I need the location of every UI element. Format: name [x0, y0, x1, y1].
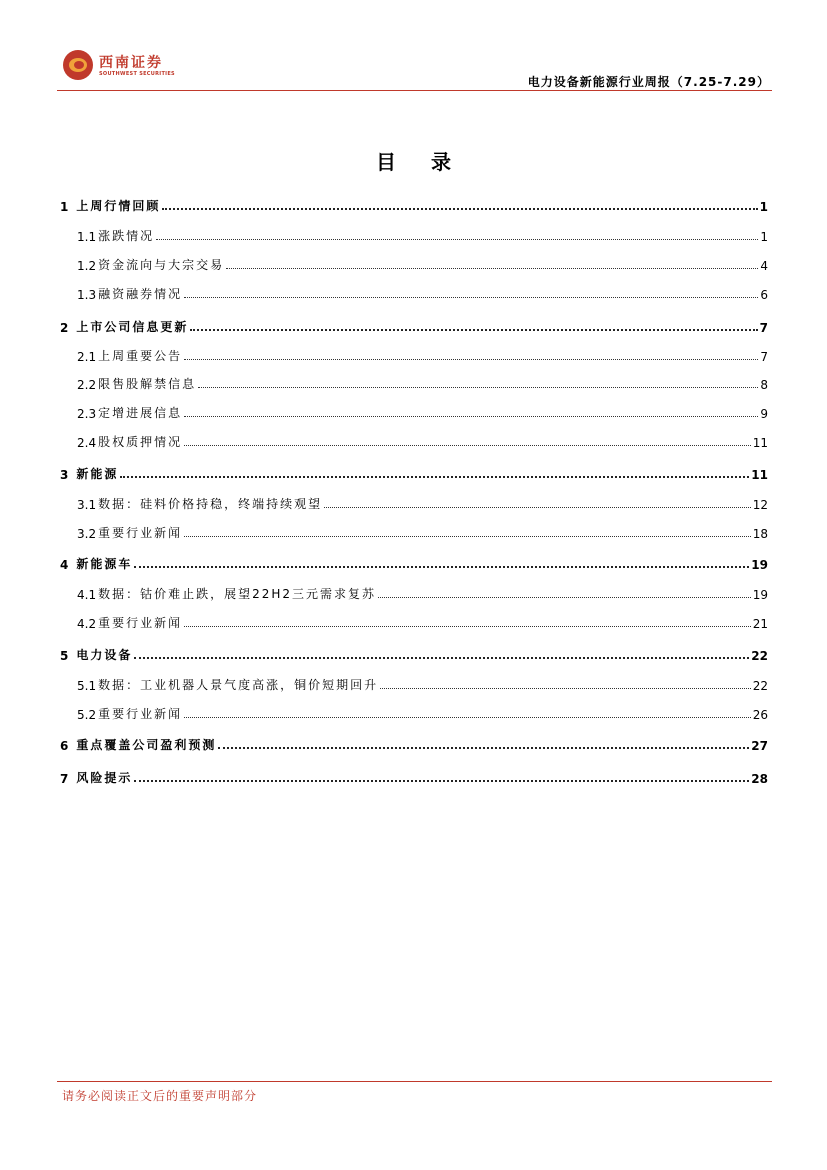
toc-entry-number: 1.1 — [77, 230, 97, 244]
toc-entry-page: 12 — [752, 498, 768, 512]
toc-entry-number: 4 — [60, 558, 69, 572]
toc-entry-number: 2 — [60, 321, 69, 335]
toc-entry-number: 5.1 — [77, 679, 97, 693]
toc-chapter-entry[interactable] — [60, 462, 768, 482]
toc-leader-dots — [226, 268, 758, 269]
toc-leader-dots — [184, 445, 751, 446]
toc-entry-page: 19 — [752, 588, 768, 602]
toc-entry-number: 2.1 — [77, 350, 97, 364]
toc-entry-number: 5 — [60, 649, 69, 663]
toc-leader-dots — [218, 747, 749, 749]
report-title: 电力设备新能源行业周报（7.25-7.29） — [527, 75, 770, 89]
toc-section-entry[interactable] — [60, 702, 768, 722]
toc-chapter-entry[interactable] — [60, 194, 768, 214]
toc-entry-title: 新能源车 — [76, 557, 133, 571]
toc-entry-page: 26 — [752, 708, 768, 722]
toc-leader-dots — [134, 657, 749, 659]
toc-heading: 目 录 — [376, 150, 465, 174]
toc-section-entry[interactable] — [60, 372, 768, 392]
toc-leader-dots — [324, 507, 751, 508]
toc-entry-page: 19 — [751, 558, 768, 572]
toc-entry-title: 限售股解禁信息 — [98, 377, 197, 391]
toc-leader-dots — [380, 688, 751, 689]
toc-entry-number: 7 — [60, 772, 69, 786]
toc-entry-title: 风险提示 — [76, 771, 133, 785]
toc-leader-dots — [162, 208, 757, 210]
toc-section-entry[interactable] — [60, 673, 768, 693]
toc-entry-page: 1 — [759, 200, 768, 214]
toc-leader-dots — [190, 329, 757, 331]
toc-entry-number: 4.1 — [77, 588, 97, 602]
toc-leader-dots — [184, 416, 758, 417]
toc-section-entry[interactable] — [60, 253, 768, 273]
toc-entry-title: 电力设备 — [76, 648, 133, 662]
toc-section-entry[interactable] — [60, 401, 768, 421]
toc-entry-number: 2.3 — [77, 407, 97, 421]
toc-chapter-entry[interactable] — [60, 552, 768, 572]
footer-disclaimer: 请务必阅读正文后的重要声明部分 — [62, 1089, 258, 1103]
toc-entry-title: 重点覆盖公司盈利预测 — [76, 738, 217, 752]
toc-entry-page: 9 — [760, 407, 768, 421]
toc-chapter-entry[interactable] — [60, 643, 768, 663]
toc-entry-page: 11 — [752, 436, 768, 450]
toc-leader-dots — [134, 780, 749, 782]
toc-entry-number: 5.2 — [77, 708, 97, 722]
toc-leader-dots — [184, 297, 758, 298]
toc-entry-number: 4.2 — [77, 617, 97, 631]
toc-entry-number: 3.1 — [77, 498, 97, 512]
toc-leader-dots — [184, 536, 751, 537]
toc-entry-title: 新能源 — [76, 467, 119, 481]
toc-chapter-entry[interactable] — [60, 733, 768, 753]
toc-leader-dots — [184, 359, 758, 360]
toc-section-entry[interactable] — [60, 430, 768, 450]
toc-entry-page: 4 — [760, 259, 768, 273]
logo-emblem-icon — [63, 50, 93, 80]
toc-entry-title: 股权质押情况 — [98, 435, 183, 449]
toc-leader-dots — [184, 717, 751, 718]
toc-leader-dots — [378, 597, 751, 598]
page-header — [0, 0, 827, 100]
toc-entry-page: 7 — [759, 321, 768, 335]
toc-entry-number: 2.2 — [77, 378, 97, 392]
toc-entry-page: 22 — [752, 679, 768, 693]
logo-chinese-name: 西南证券 — [99, 55, 163, 71]
toc-section-entry[interactable] — [60, 492, 768, 512]
logo-english-name: SOUTHWEST SECURITIES — [99, 71, 175, 77]
toc-entry-title: 上市公司信息更新 — [76, 320, 189, 334]
toc-leader-dots — [120, 476, 749, 478]
toc-leader-dots — [134, 566, 749, 568]
footer-divider — [57, 1081, 772, 1082]
toc-section-entry[interactable] — [60, 224, 768, 244]
header-divider — [57, 90, 772, 91]
toc-entry-page: 6 — [760, 288, 768, 302]
toc-section-entry[interactable] — [60, 611, 768, 631]
toc-entry-number: 3 — [60, 468, 69, 482]
toc-entry-page: 11 — [751, 468, 768, 482]
toc-entry-number: 1.2 — [77, 259, 97, 273]
toc-entry-title: 数据：硅料价格持稳，终端持续观望 — [98, 497, 323, 511]
toc-entry-title: 上周行情回顾 — [76, 199, 161, 213]
toc-section-entry[interactable] — [60, 521, 768, 541]
company-logo — [63, 50, 173, 86]
toc-chapter-entry[interactable] — [60, 315, 768, 335]
toc-entry-title: 融资融券情况 — [98, 287, 183, 301]
toc-entry-page: 1 — [760, 230, 768, 244]
toc-leader-dots — [198, 387, 758, 388]
toc-entry-page: 21 — [752, 617, 768, 631]
toc-section-entry[interactable] — [60, 582, 768, 602]
toc-entry-title: 资金流向与大宗交易 — [98, 258, 225, 272]
toc-entry-page: 28 — [751, 772, 768, 786]
toc-entry-number: 1 — [60, 200, 69, 214]
toc-chapter-entry[interactable] — [60, 766, 768, 786]
toc-entry-title: 涨跌情况 — [98, 229, 155, 243]
toc-entry-number: 2.4 — [77, 436, 97, 450]
toc-entry-title: 数据：钴价难止跌，展望22H2三元需求复苏 — [98, 587, 377, 601]
toc-entry-title: 数据：工业机器人景气度高涨，铜价短期回升 — [98, 678, 379, 692]
toc-entry-title: 定增进展信息 — [98, 406, 183, 420]
toc-leader-dots — [184, 626, 751, 627]
toc-entry-number: 6 — [60, 739, 69, 753]
toc-entry-title: 重要行业新闻 — [98, 526, 183, 540]
toc-leader-dots — [156, 239, 758, 240]
toc-entry-number: 1.3 — [77, 288, 97, 302]
toc-entry-page: 27 — [751, 739, 768, 753]
toc-entry-title: 重要行业新闻 — [98, 616, 183, 630]
toc-entry-page: 8 — [760, 378, 768, 392]
toc-entry-page: 7 — [760, 350, 768, 364]
toc-entry-number: 3.2 — [77, 527, 97, 541]
toc-entry-page: 22 — [751, 649, 768, 663]
toc-section-entry[interactable] — [60, 344, 768, 364]
toc-section-entry[interactable] — [60, 282, 768, 302]
toc-entry-title: 重要行业新闻 — [98, 707, 183, 721]
toc-entry-title: 上周重要公告 — [98, 349, 183, 363]
toc-entry-page: 18 — [752, 527, 768, 541]
